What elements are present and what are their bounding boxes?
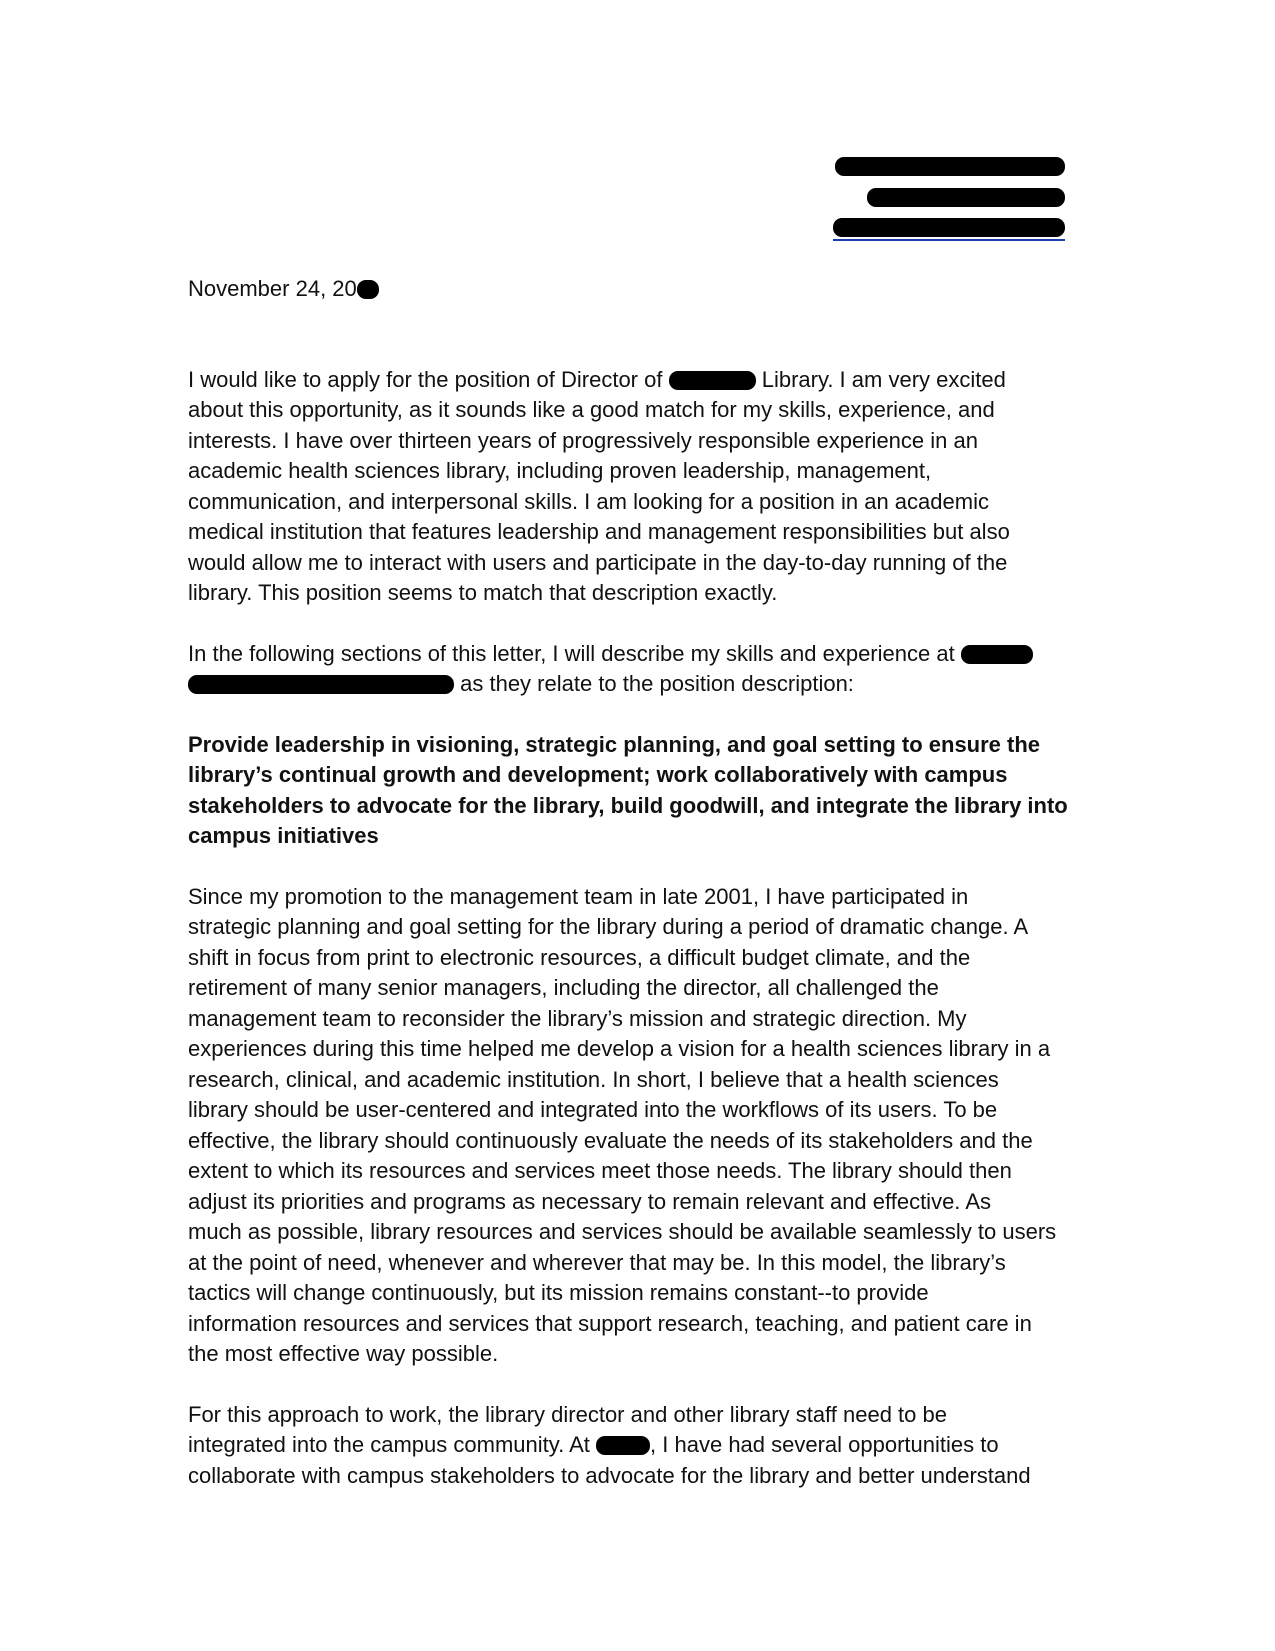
paragraph-intro: I would like to apply for the position of Director of Library. I am very excited about this opportunity, as it sounds like a good match for my skills, experience, and interests. I have over thirteen years of progressively responsible experience in an academic health sciences library, including proven leadership, management, communication, and interpersonal skills. I am looking for a position in an academic medical institution that features leadership and management responsibilities but also would allow me to interact with users and participate in the day-to-day running of the library. This position seems to match that description exactly.: [188, 366, 1010, 605]
letter-date: November 24, 20: [188, 274, 1088, 305]
link-underline: [833, 239, 1065, 241]
redaction-bar: [867, 188, 1065, 207]
section-heading: Provide leadership in visioning, strategic planning, and goal setting to ensure the library’s continual growth and development; work collaboratively with campus stakeholders to advocate for the library, build goodwill, and integrate the library into campus initiatives: [188, 731, 1068, 848]
letter-body: [188, 274, 1088, 1491]
redaction-bar: [833, 218, 1065, 237]
paragraph-sections-intro: In the following sections of this letter, I will describe my skills and experience at as they relate to the position description:: [188, 639, 1088, 700]
redaction-bar: [961, 645, 1033, 664]
redaction-bar: [835, 157, 1065, 176]
paragraph-vision: Since my promotion to the management team in late 2001, I have participated in strategic planning and goal setting for the library during a period of dramatic change. A shift in focus from print to electronic resources, a difficult budget climate, and the retirement of many senior managers, including the director, all challenged the management team to reconsider the library’s mission and strategic direction. My experiences during this time helped me develop a vision for a health sciences library in a research, clinical, and academic institution. In short, I believe that a health sciences library should be user-centered and integrated into the workflows of its users. To be effective, the library should continuously evaluate the needs of its stakeholders and the extent to which its resources and services meet those needs. The library should then adjust its priorities and programs as necessary to remain relevant and effective. As much as possible, library resources and services should be available seamlessly to users at the point of need, whenever and wherever that may be. In this model, the library’s tactics will change continuously, but its mission remains constant--to provide information resources and services that support research, teaching, and patient care in the most effective way possible.: [188, 883, 1057, 1366]
redaction-bar: [188, 675, 454, 694]
sender-address-redacted: [825, 153, 1065, 243]
redaction-bar: [357, 280, 379, 299]
redaction-bar: [596, 1436, 650, 1455]
redaction-bar: [669, 371, 756, 390]
paragraph-campus: For this approach to work, the library director and other library staff need to be integrated into the campus community. At , I have had several opportunities to collaborate with campus stakeholders to advocate for the library and better understand: [188, 1401, 1031, 1488]
